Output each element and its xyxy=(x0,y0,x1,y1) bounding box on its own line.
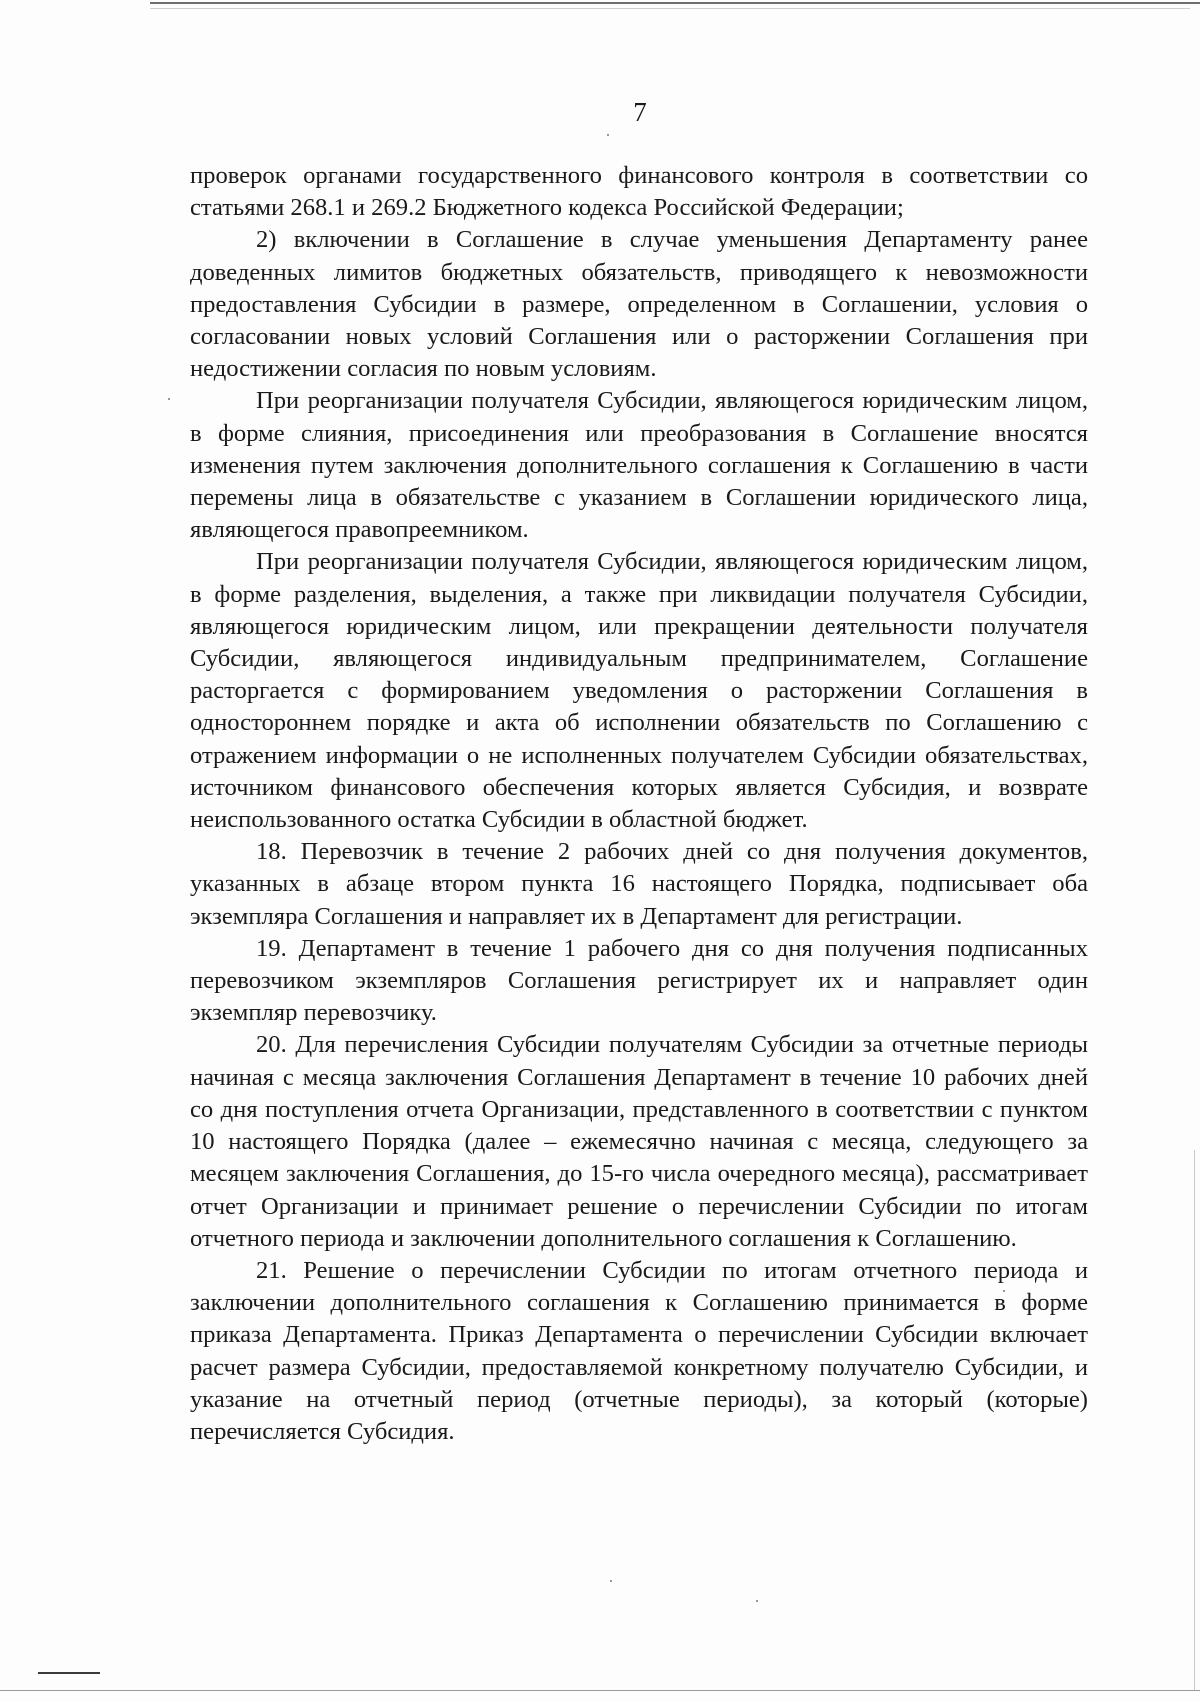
document-body xyxy=(190,160,1088,1448)
paragraph-item-2: 2) включении в Соглашение в случае уменьшения Департаменту ранее доведенных лимитов бюджетных обязательств, приводящего к невозможности предоставления Субсидии в размере, определенном в Соглашении, условия о согласовании новых условий Соглашения или о расторжении Соглашения при недостижении согласия по новым условиям. xyxy=(190,226,1088,383)
paragraph-reorganization-merger: При реорганизации получателя Субсидии, являющегося юридическим лицом, в форме слияния, присоединения или преобразования в Соглашение вносятся изменения путем заключения дополнительного соглашения к Соглашению в части перемены лица в обязательстве с указанием в Соглашении юридического лица, являющегося правопреемником. xyxy=(190,387,1088,544)
scan-speck xyxy=(756,1600,758,1602)
scan-speck xyxy=(610,1580,612,1582)
paragraph-reorganization-division: При реорганизации получателя Субсидии, являющегося юридическим лицом, в форме разделения, выделения, а также при ликвидации получателя Субсидии, являющегося юридическим лицом, или прекращении деятельности получателя Субсидии, являющегося индивидуальным предпринимателем, Соглашение расторгается с формированием уведомления о расторжении Соглашения в одностороннем порядке и акта об исполнении обязательств по Соглашению с отражением информации о не исполненных получателем Субсидии обязательствах, источником финансового обеспечения которых является Субсидия, и возврате неиспользованного остатка Субсидии в областной бюджет. xyxy=(190,548,1088,834)
scan-top-edge-faint xyxy=(150,8,1190,9)
scan-bottom-line xyxy=(0,1690,1200,1691)
scan-bottom-mark xyxy=(38,1672,100,1674)
paragraph-21: 21. Решение о перечислении Субсидии по итогам отчетного периода и заключении дополнительного соглашения к Соглашению принимается в форме приказа Департамента. Приказ Департамента о перечислении Субсидии включает расчет размера Субсидии, предоставляемой конкретному получателю Субсидии, и указание на отчетный период (отчетные периоды), за который (которые) перечисляется Субсидия. xyxy=(190,1256,1088,1445)
paragraph-20: 20. Для перечисления Субсидии получателям Субсидии за отчетные периоды начиная с месяца заключения Соглашения Департамент в течение 10 рабочих дней со дня поступления отчета Организации, представленного в соответствии с пунктом 10 настоящего Порядка (далее – ежемесячно начиная с месяца, следующего за месяцем заключения Соглашения, до 15-го числа очередного месяца), рассматривает отчет Организации и принимает решение о перечислении Субсидии по итогам отчетного периода и заключении дополнительного соглашения к Соглашению. xyxy=(190,1031,1088,1252)
paragraph-18: 18. Перевозчик в течение 2 рабочих дней со дня получения документов, указанных в абзаце втором пункта 16 настоящего Порядка, подписывает оба экземпляра Соглашения и направляет их в Департамент для регистрации. xyxy=(190,838,1088,930)
scan-right-edge xyxy=(1194,1150,1195,1690)
scan-top-edge xyxy=(150,2,1200,4)
page-number: 7 xyxy=(633,97,647,127)
scan-speck xyxy=(168,398,170,400)
paragraph-continuation: проверок органами государственного финансового контроля в соответствии со статьями 268.1 и 269.2 Бюджетного кодекса Российской Федерации; xyxy=(190,162,1088,222)
scan-speck xyxy=(607,134,609,136)
paragraph-19: 19. Департамент в течение 1 рабочего дня со дня получения подписанных перевозчиком экземпляров Соглашения регистрирует их и направляет один экземпляр перевозчику. xyxy=(190,934,1088,1027)
